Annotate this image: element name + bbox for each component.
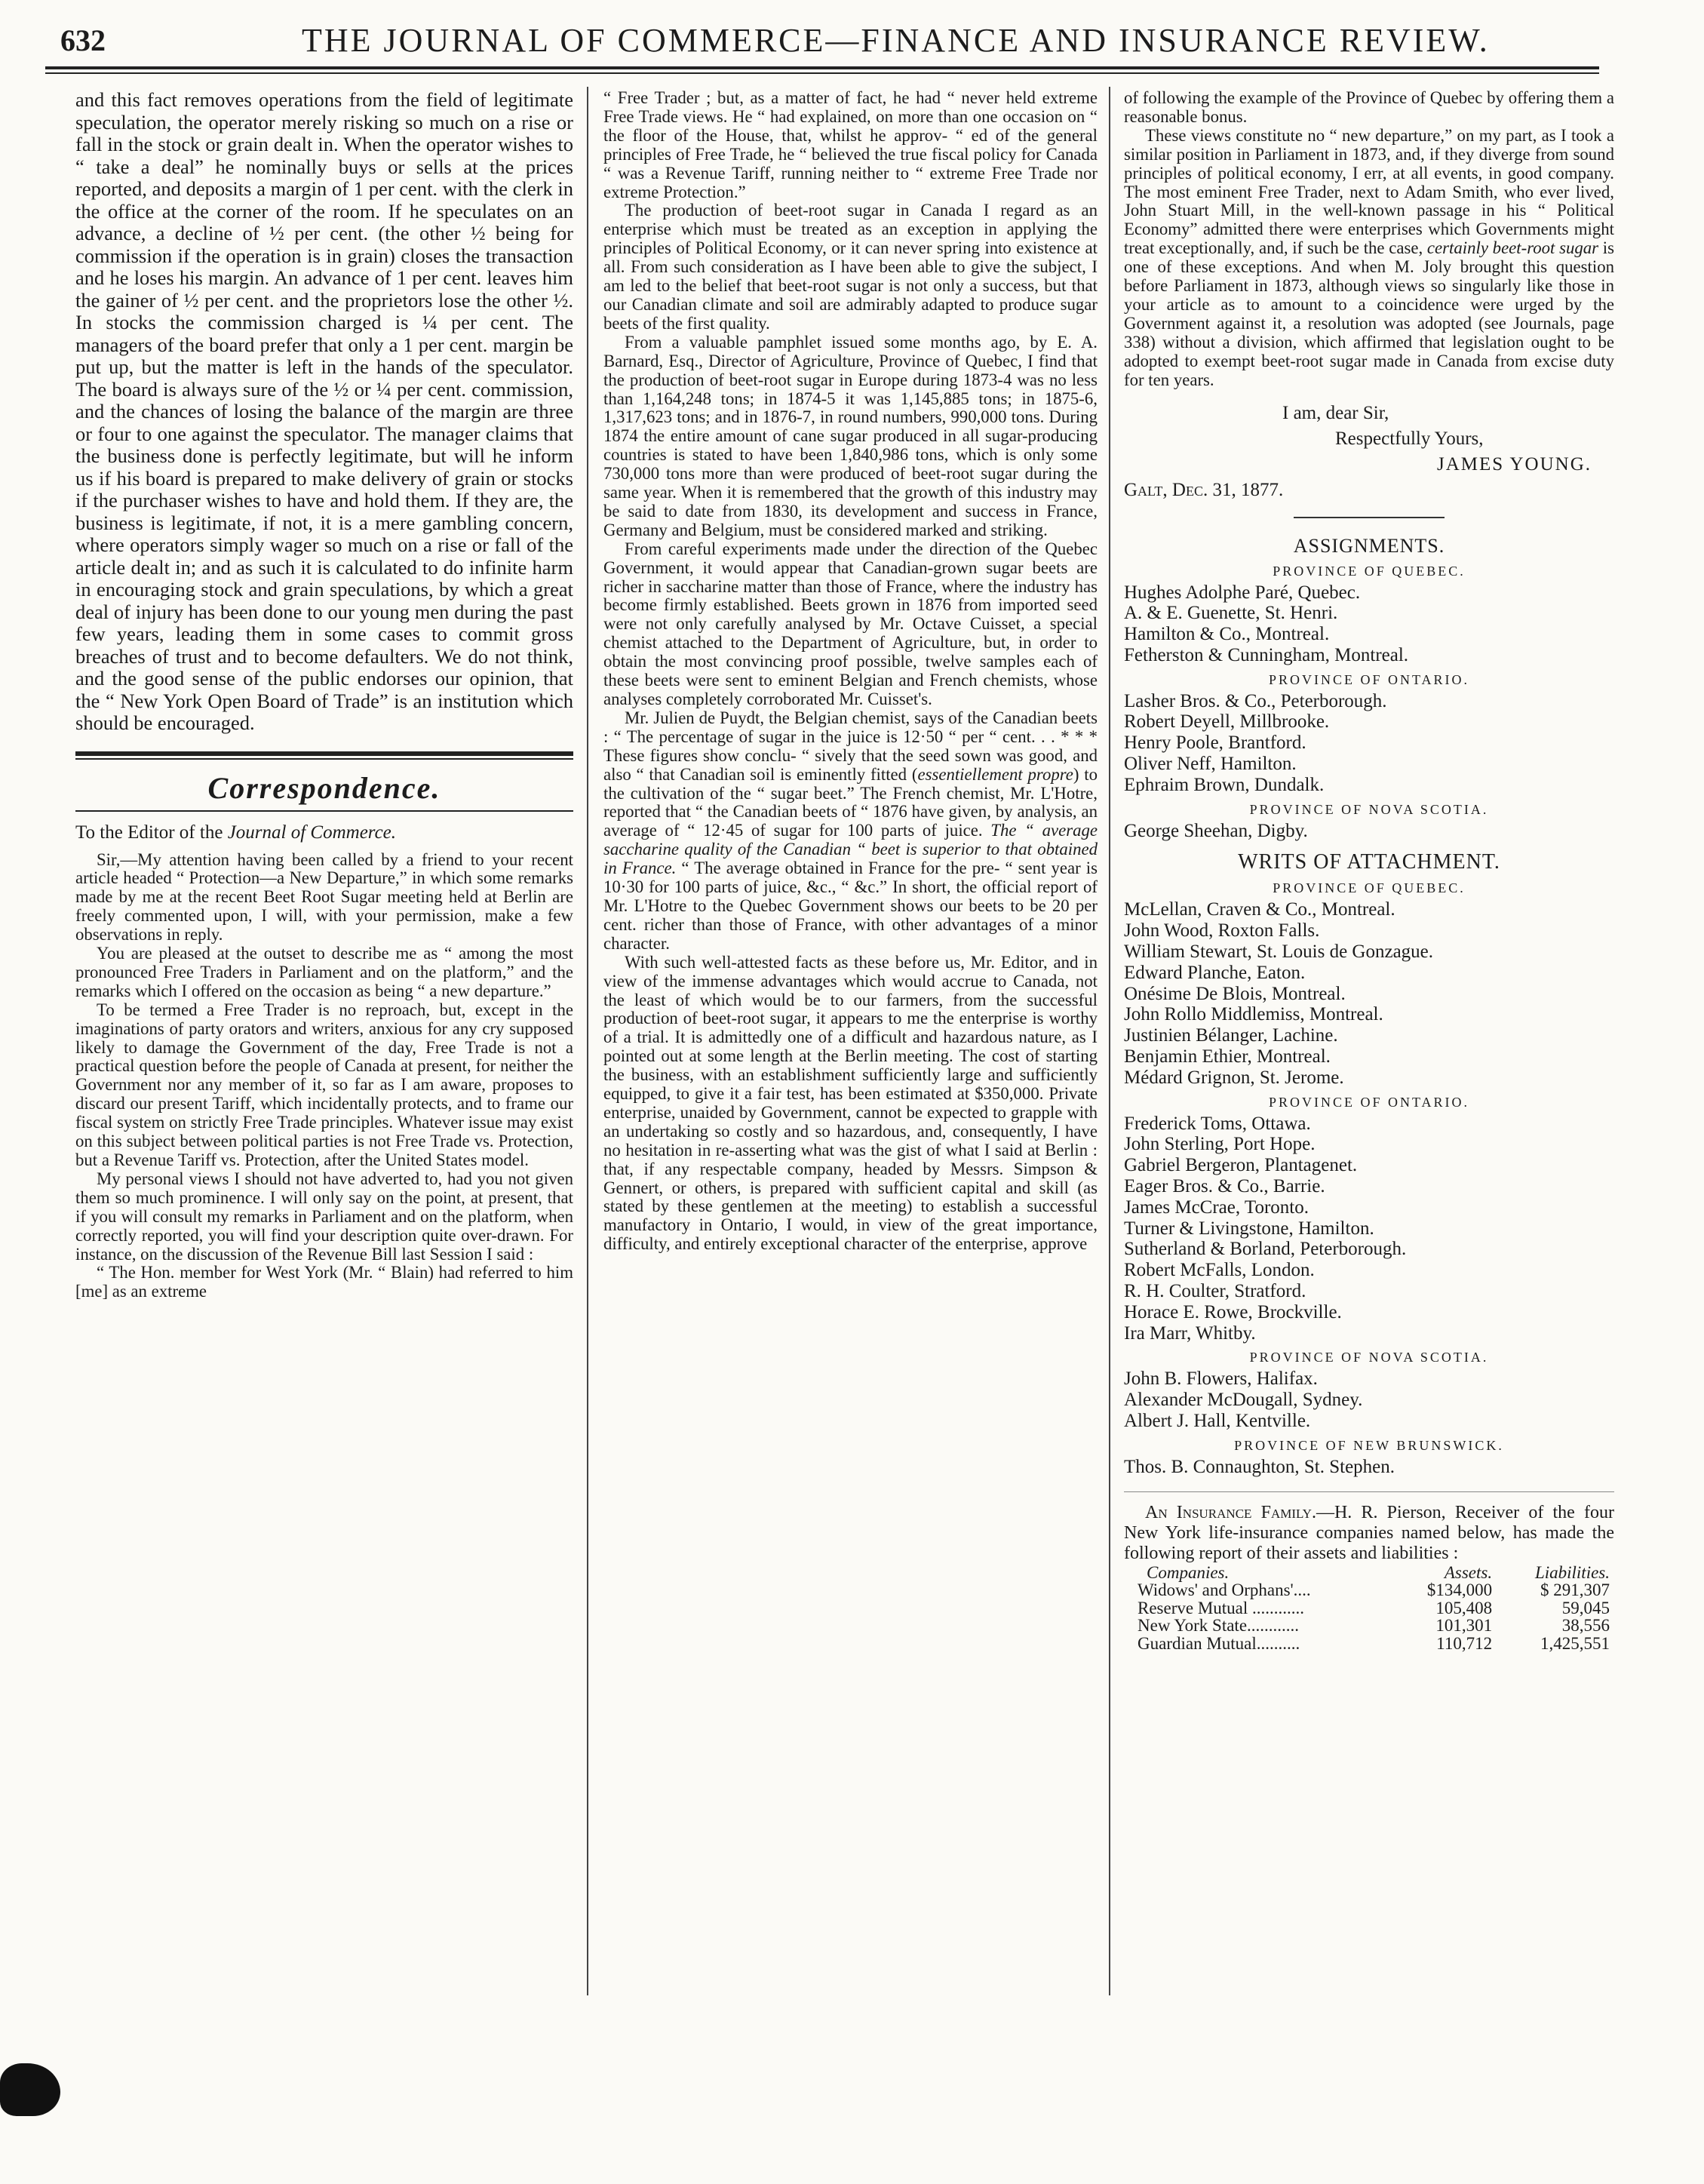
letter-closing: I am, dear Sir, [1282, 402, 1389, 423]
province-heading: PROVINCE OF QUEBEC. [1273, 880, 1466, 896]
letter-paragraph: Sir,—My attention having been called by a friend to your recent article headed “ Protection—a New Departure,” in which some remarks made by me at the recent Beet Root Sugar meeting held at Berlin are freely commented upon, I will, with your permission, make a few observations in reply. [75, 849, 573, 945]
column-2 [603, 89, 1098, 1254]
assignments-title: ASSIGNMENTS. [1293, 534, 1445, 557]
list-item: Albert J. Hall, Kentville. [1124, 1411, 1311, 1431]
table-cell: 59,045 [1561, 1598, 1610, 1617]
list-item: Frederick Toms, Ottawa. [1124, 1113, 1311, 1134]
letter-paragraph: From careful experiments made under the direction of the Quebec Government, it would appear that Canadian-grown sugar beets are richer in saccharine matter than those of France, where the industry has become firmly established. Beets grown in 1876 from imported seed were not only carefully analysed by Mr. Octave Cuisset, a special chemist attached to the Department of Agriculture, but, in order to obtain the most convincing proof possible, twelve samples each of these beets were sent to eminent Belgian and French chemists, whose analyses completely corroborated Mr. Cuisset's. [603, 539, 1098, 708]
list-item: Eager Bros. & Co., Barrie. [1124, 1176, 1325, 1197]
column-divider-1 [587, 87, 588, 1995]
list-assign-quebec [1124, 582, 1614, 666]
province-heading: PROVINCE OF NEW BRUNSWICK. [1234, 1437, 1504, 1453]
column-3 [1124, 89, 1614, 1652]
section-rule-under [75, 810, 573, 812]
letter-paragraph: My personal views I should not have adverted to, had you not given them so much prominence. I will only say on the point, at present, that if you will consult my remarks in Parliament and on the platform, when correctly reported, you will find your description quite over-drawn. For instance, on the discussion of the Revenue Bill last Session I said : [75, 1169, 573, 1264]
list-item: Ephraim Brown, Dundalk. [1124, 774, 1325, 795]
table-cell: 105,408 [1435, 1598, 1493, 1617]
header-rule-thick [45, 66, 1599, 69]
letter-paragraph: “ Free Trader ; but, as a matter of fact, he had “ never held extreme Free Trade views. He “ had explained, on more than one occasion on “ the floor of the House, that, whilst he approv- “ ed of the general principles of Free Trade, he “ believed the true fiscal policy for Canada “ was a Revenue Tariff, running neither to “ extreme Free Trade nor extreme Protection.” [603, 88, 1098, 201]
table-cell: 1,425,551 [1540, 1633, 1610, 1653]
list-assign-ontario [1124, 691, 1614, 796]
writs-title: WRITS OF ATTACHMENT. [1238, 850, 1500, 874]
section-rule-thin [75, 758, 573, 760]
letter-paragraph: Mr. Julien de Puydt, the Belgian chemist, says of the Canadian beets : “ The percentage of sugar in the juice is 12·50 “ per “ cent. . . * * * These figures show conclu- “ sively that the seed sown was good, and also “ that Canadian soil is eminently fitted (essentiellement propre) to the cultivation of the “ sugar beet.” The French chemist, Mr. L'Hotre, reported that “ the Canadian beets of “ 1876 have given, by analysis, an average of “ 12·45 of sugar for 100 parts of juice. The “ average saccharine quality of the Canadian “ beet is superior to that obtained in France. “ The average obtained in France for the pre- “ sent year is 10·30 for 100 parts of juice, &c., “ &c.” In short, the official report of Mr. L'Hotre to the Quebec Government shows our beets to be 20 per cent. richer than those of France, with other advantages of a minor character. [603, 708, 1098, 953]
section-title: Correspondence. [207, 770, 441, 805]
divider [1294, 517, 1445, 518]
column-header: Assets. [1444, 1562, 1493, 1582]
list-item: John Wood, Roxton Falls. [1124, 920, 1320, 941]
table-header-row [1124, 1564, 1614, 1582]
table-cell: Guardian Mutual.......... [1138, 1633, 1300, 1653]
table-row [1124, 1617, 1614, 1635]
letter-paragraph: The production of beet-root sugar in Canada I regard as an enterprise which must be treated as an exception in applying the principles of Political Economy, or it can never spring into existence at all. From such consideration as I have been able to give the subject, I am led to the belief that beet-root sugar is not only a success, but that our Canadian climate and soil are admirably adapted to produce sugar beets of the first quality. [603, 201, 1098, 333]
insurance-table [1124, 1564, 1614, 1653]
list-item: Turner & Livingstone, Hamilton. [1124, 1218, 1374, 1239]
list-item: William Stewart, St. Louis de Gonzague. [1124, 941, 1434, 963]
column-header: Liabilities. [1534, 1562, 1610, 1582]
table-cell: 101,301 [1435, 1616, 1493, 1636]
list-item: Henry Poole, Brantford. [1124, 733, 1306, 754]
list-item: Médard Grignon, St. Jerome. [1124, 1067, 1344, 1088]
divider [1124, 1491, 1614, 1492]
list-item: John B. Flowers, Halifax. [1124, 1368, 1318, 1390]
list-item: McLellan, Craven & Co., Montreal. [1124, 899, 1395, 920]
table-row [1124, 1635, 1614, 1653]
table-row [1124, 1599, 1614, 1617]
letter-paragraph: You are pleased at the outset to describe me as “ among the most pronounced Free Traders in Parliament and on the platform,” and the remarks which I offered on the occasion as being “ a new departure.” [75, 944, 573, 1000]
list-item: Robert McFalls, London. [1124, 1260, 1315, 1281]
letter-paragraph: These views constitute no “ new departure,” on my part, as I took a similar position in Parliament in 1873, and, if they diverge from sound principles of political economy, I err, at all events, in good company. The most eminent Free Trader, next to Adam Smith, who ever lived, John Stuart Mill, in the well-known passage in his “ Political Economy” admitted there were enterprises which Governments might treat exceptionally, and, if such be the case, certainly beet-root sugar is one of these exceptions. And when M. Joly brought this question before Parliament in 1873, although views so singularly like those in your article as to amount to a coincidence were urged by the Government against it, a resolution was adopted (see Journals, page 338) without a division, which affirmed that legislation ought to be adopted to exempt beet-root sugar made in Canada from excise duty for ten years. [1124, 125, 1614, 389]
article-paragraph: and this fact removes operations from the field of legitimate speculation, the operator merely risking so much on a rise or fall in the stock or grain dealt in. When the operator wishes to “ take a deal” he nominally buys or sells at the prices reported, and deposits a margin of 1 per cent. with the clerk in the office at the corner of the room. If he speculates on an advance, a decline of ½ per cent. (the other ½ being for commission if the operation is in grain) closes the transaction and he loses his margin. An advance of 1 per cent. leaves him the gainer of ½ per cent. and the proprietors lose the other ½. In stocks the commission charged is ¼ per cent. The managers of the board prefer that only a 1 per cent. margin be put up, but the matter is left in the hands of the speculator. The board is always sure of the ½ or ¼ per cent. commission, and the chances of losing the balance of the margin are three or four to one against the speculator. The manager claims that the business done is perfectly legitimate, but will he inform us if his board is prepared to make delivery of grain or stocks if the purchaser wishes to have and hold them. If they are, the business is legitimate, if not, it is a mere gambling concern, where operators simply wager so much on a rise or fall of the article dealt in; and as such it is calculated to do infinite harm in encouraging stock and grain speculations, by which a great deal of injury has been done to our young men during the past few years, leading them in some cases to commit gross breaches of trust and to become defaulters. We do not think, and the good sense of the public endorses our opinion, that the “ New York Open Board of Trade” is an institution which should be encouraged. [75, 88, 573, 734]
letter-addressee: To the Editor of the Journal of Commerce. [75, 822, 397, 843]
letter-paragraph: of following the example of the Province of Quebec by offering them a reasonable bonus. [1124, 88, 1614, 126]
letter-paragraph: From a valuable pamphlet issued some months ago, by E. A. Barnard, Esq., Director of Agriculture, Province of Quebec, I find that the production of beet-root sugar in Europe during 1873-4 was no less than 1,164,248 tons; in 1874-5 it was 1,145,885 tons; in 1875-6, 1,317,623 tons; and in 1876-7, in round numbers, 990,000 tons. During 1874 the entire amount of cane sugar produced in all sugar-producing countries is stated to have been 1,840,986 tons, which is only some 730,000 tons more than were produced of beet-root sugar during the same year. When it is remembered that the growth of this industry may be said to date from 1830, its development and success in France, Germany and Belgium, must be considered marked and striking. [603, 332, 1098, 539]
page-header [53, 17, 1599, 62]
insurance-paragraph: An Insurance Family.—H. R. Pierson, Receiver of the four New York life-insurance companies named below, has made the following report of their assets and liabilities : [1124, 1502, 1614, 1563]
column-1 [75, 89, 573, 1301]
list-writs-ns [1124, 1368, 1614, 1431]
letter-paragraph: With such well-attested facts as these before us, Mr. Editor, and in view of the immense advantages which would accrue to Canada, not the least of which would be to our farmers, from the successful production of beet-root sugar, it appears to me the enterprise is worthy of a trial. It is admittedly one of a difficult and hazardous nature, as I pointed out at some length at the Berlin meeting. The cost of starting the business, with an establishment sufficiently large and sufficiently equipped, to give it a fair test, has been estimated at $350,000. Private enterprise, unaided by Government, cannot be expected to grapple with an undertaking so costly and so hazardous, and, consequently, I have no hesitation in re-asserting what was the gist of what I said at Berlin : that, if any respectable company, headed by Messrs. Simpson & Gennert, or others, is prepared with sufficient capital and skill (as stated by these gentlemen at the meeting) to establish a successful manufactory in Ontario, I would, in view of the great importance, difficulty, and entirely exceptional character of the enterprise, approve [603, 952, 1098, 1254]
letter-closing: Respectfully Yours, [1335, 428, 1484, 449]
list-item: Hughes Adolphe Paré, Quebec. [1124, 582, 1361, 603]
letter-signature: JAMES YOUNG. [1436, 453, 1592, 475]
list-item: John Sterling, Port Hope. [1124, 1134, 1316, 1155]
table-row [1124, 1581, 1614, 1599]
list-item: R. H. Coulter, Stratford. [1124, 1281, 1306, 1302]
list-item: Sutherland & Borland, Peterborough. [1124, 1239, 1407, 1260]
ink-blot [0, 2063, 60, 2116]
section-rule [75, 751, 573, 756]
province-heading: PROVINCE OF NOVA SCOTIA. [1249, 1350, 1489, 1365]
list-item: John Rollo Middlemiss, Montreal. [1124, 1004, 1383, 1025]
list-item: Fetherston & Cunningham, Montreal. [1124, 644, 1409, 665]
table-cell: 110,712 [1436, 1633, 1493, 1653]
list-item: Alexander McDougall, Sydney. [1124, 1390, 1363, 1411]
list-item: Robert Deyell, Millbrooke. [1124, 711, 1330, 733]
list-item: A. & E. Guenette, St. Henri. [1124, 603, 1338, 624]
list-item: Oliver Neff, Hamilton. [1124, 754, 1297, 775]
province-heading: PROVINCE OF ONTARIO. [1268, 671, 1470, 687]
list-item: Gabriel Bergeron, Plantagenet. [1124, 1155, 1358, 1176]
list-item: James McCrae, Toronto. [1124, 1196, 1309, 1218]
running-head: THE JOURNAL OF COMMERCE—FINANCE AND INSURANCE REVIEW. [302, 22, 1490, 59]
list-item: Edward Planche, Eaton. [1124, 962, 1306, 983]
header-rule-thin [45, 72, 1599, 74]
list-item: Onésime De Blois, Montreal. [1124, 983, 1346, 1004]
list-item: Ira Marr, Whitby. [1124, 1322, 1256, 1344]
column-divider-2 [1109, 87, 1110, 1995]
table-cell: Reserve Mutual ............ [1138, 1598, 1305, 1617]
table-cell: $134,000 [1426, 1580, 1493, 1600]
list-item: Hamilton & Co., Montreal. [1124, 624, 1330, 645]
letter-dateline: Galt, Dec. 31, 1877. [1124, 479, 1284, 500]
list-item: Thos. B. Connaughton, St. Stephen. [1124, 1456, 1395, 1477]
page-number: 632 [60, 23, 106, 57]
list-item: George Sheehan, Digby. [1124, 820, 1308, 841]
table-cell: $ 291,307 [1540, 1580, 1610, 1600]
list-item: Benjamin Ethier, Montreal. [1124, 1046, 1331, 1067]
table-cell: 38,556 [1561, 1616, 1610, 1636]
column-header: Companies. [1147, 1562, 1230, 1582]
province-heading: PROVINCE OF NOVA SCOTIA. [1249, 801, 1489, 817]
list-item: Lasher Bros. & Co., Peterborough. [1124, 690, 1387, 711]
table-cell: Widows' and Orphans'.... [1138, 1580, 1311, 1600]
letter-paragraph: “ The Hon. member for West York (Mr. “ Blain) had referred to him [me] as an extreme [75, 1263, 573, 1301]
letter-paragraph: To be termed a Free Trader is no reproach, but, except in the imaginations of party orators and writers, anxious for any cry supposed likely to damage the Government of the day, Free Trade is not a practical question before the people of Canada at present, for neither the Government nor any member of it, so far as I am aware, proposes to discard our present Tariff, which incidentally protects, and to frame our fiscal system on strictly Free Trade principles. Whatever issue may exist on this subject between political parties is not Free Trade vs. Protection, but a Revenue Tariff vs. Protection, after the United States model. [75, 1000, 573, 1169]
province-heading: PROVINCE OF QUEBEC. [1273, 563, 1466, 579]
list-item: Justinien Bélanger, Lachine. [1124, 1025, 1338, 1046]
list-item: Horace E. Rowe, Brockville. [1124, 1301, 1342, 1322]
table-cell: New York State............ [1138, 1616, 1300, 1636]
province-heading: PROVINCE OF ONTARIO. [1268, 1094, 1470, 1110]
list-writs-ontario [1124, 1114, 1614, 1344]
list-writs-quebec [1124, 899, 1614, 1088]
